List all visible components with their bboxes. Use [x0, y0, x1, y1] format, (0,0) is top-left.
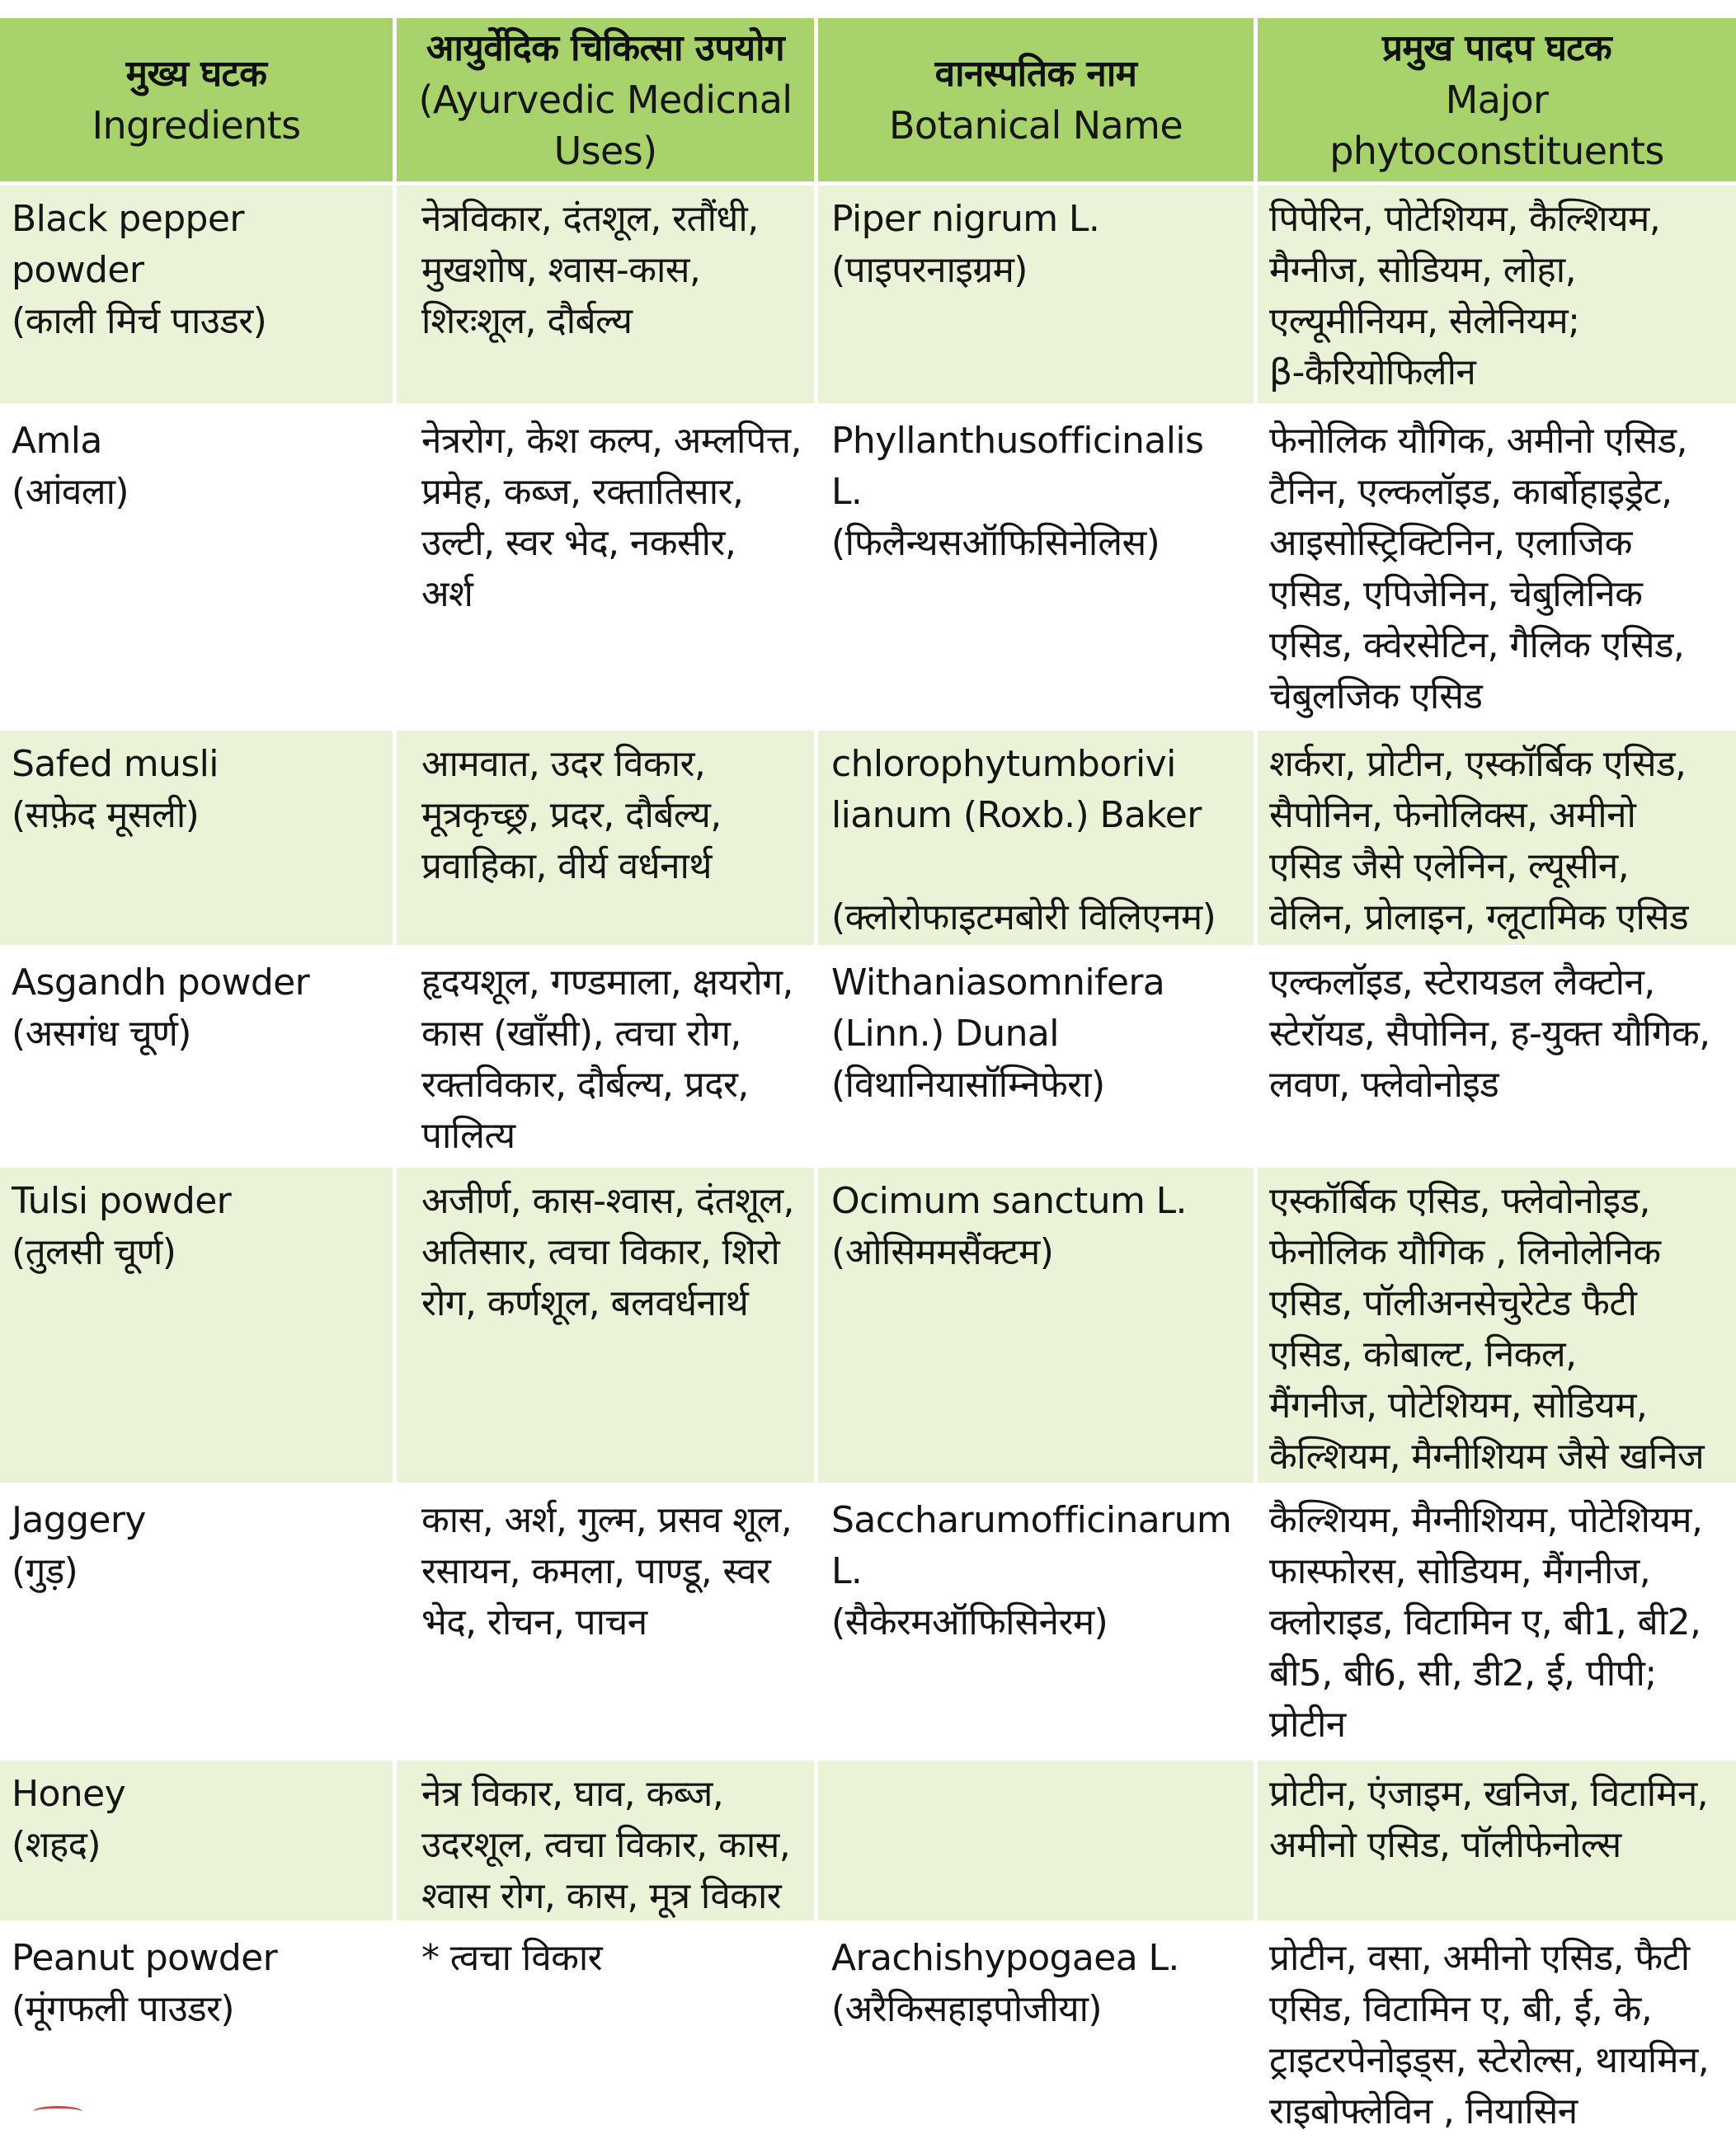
- botanical-name-line: Piper nigrum L.: [831, 198, 1100, 240]
- botanical-name-line: chlorophytumborivi: [831, 743, 1176, 785]
- uses-line: आमवात, उदर विकार,: [421, 743, 706, 785]
- phytoconstituents-line: एसिड, एपिजेनिन, चेबुलिनिक: [1269, 573, 1643, 615]
- header-phyto-english: Major: [1445, 78, 1549, 122]
- phytoconstituents-line: स्टेरॉयड, सैपोनिन, ह-युक्त यौगिक,: [1269, 1013, 1710, 1055]
- ingredients-table: [0, 18, 1736, 2132]
- ingredient-line: (सफ़ेद मूसली): [12, 794, 200, 836]
- phytoconstituents-line: फेनोलिक यौगिक, अमीनो एसिड,: [1269, 420, 1687, 462]
- uses-line: शिरःशूल, दौर्बल्य: [421, 300, 633, 342]
- ingredient-line: Peanut powder: [12, 1937, 278, 1979]
- botanical-name-line: (क्लोरोफाइटमबोरी विलिएनम): [831, 896, 1216, 938]
- uses-line: श्वास रोग, कास, मूत्र विकार: [421, 1875, 782, 1917]
- header-ayurvedic-uses: [397, 18, 814, 181]
- phytoconstituents-line: पिपेरिन, पोटेशियम, कैल्शियम,: [1269, 198, 1661, 240]
- ingredient-line: Honey: [12, 1773, 126, 1815]
- ingredient-line: (मूंगफली पाउडर): [12, 1988, 234, 2030]
- botanical-name-line: (विथानियासॉम्निफेरा): [831, 1064, 1105, 1106]
- phytoconstituents-line: प्रोटीन, एंजाइम, खनिज, विटामिन,: [1269, 1773, 1709, 1815]
- uses-line: रसायन, कमला, पाण्डू, स्वर: [421, 1550, 771, 1592]
- uses-cell: [397, 186, 814, 403]
- phytoconstituents-cell: [1258, 407, 1736, 726]
- botanical-name-line: (सैकेरमऑफिसिनेरम): [831, 1601, 1108, 1643]
- ingredient-line: (शहद): [12, 1824, 101, 1866]
- header-phytoconstituents: [1258, 18, 1736, 181]
- botanical-name-cell: [818, 1925, 1254, 2139]
- botanical-name-line: Saccharumofficinarum: [831, 1499, 1232, 1541]
- botanical-name-line: Arachishypogaea L.: [831, 1937, 1179, 1979]
- phytoconstituents-line: कैल्शियम, मैग्नीशियम, पोटेशियम,: [1269, 1499, 1703, 1541]
- phytoconstituents-cell: [1258, 1487, 1736, 1756]
- ingredient-line: Amla: [12, 420, 102, 462]
- botanical-name-line: (फिलैन्थसऑफिसिनेलिस): [831, 522, 1160, 564]
- ingredient-line: powder: [12, 249, 144, 291]
- uses-line: उदरशूल, त्वचा विकार, कास,: [421, 1824, 791, 1866]
- phytoconstituents-line: राइबोफ्लेविन , नियासिन: [1269, 2090, 1578, 2132]
- phytoconstituents-line: मैग्नीज, सोडियम, लोहा,: [1269, 249, 1576, 291]
- phytoconstituents-line: टैनिन, एल्कलॉइड, कार्बोहाइड्रेट,: [1269, 471, 1672, 513]
- botanical-name-line: (अरैकिसहाइपोजीया): [831, 1988, 1102, 2030]
- header-phyto-english-2: phytoconstituents: [1329, 129, 1664, 173]
- uses-line: कास, अर्श, गुल्म, प्रसव शूल,: [421, 1499, 793, 1541]
- botanical-name-cell: [818, 407, 1254, 726]
- phytoconstituents-line: एसिड, विटामिन ए, बी, ई, के,: [1269, 1988, 1653, 2030]
- header-uses-english-2: Uses): [553, 129, 657, 173]
- uses-cell: [397, 407, 814, 726]
- phytoconstituents-cell: [1258, 1925, 1736, 2139]
- botanical-name-cell: [818, 731, 1254, 945]
- ingredient-line: Black pepper: [12, 198, 244, 240]
- phytoconstituents-line: कैल्शियम, मैग्नीशियम जैसे खनिज: [1269, 1436, 1705, 1478]
- botanical-name-cell: [818, 186, 1254, 403]
- header-ingredients-english: Ingredients: [92, 103, 301, 148]
- ingredient-cell: [0, 1168, 393, 1483]
- logo-fragment: [33, 2106, 82, 2118]
- uses-line: रोग, कर्णशूल, बलवर्धनार्थ: [421, 1282, 749, 1324]
- phytoconstituents-line: अमीनो एसिड, पॉलीफेनोल्स: [1269, 1824, 1621, 1866]
- uses-cell: [397, 1168, 814, 1483]
- header-ingredients-hindi: मुख्य घटक: [125, 53, 267, 95]
- header-botanical-name: [818, 18, 1254, 181]
- ingredient-line: (आंवला): [12, 471, 129, 513]
- botanical-name-line: Ocimum sanctum L.: [831, 1180, 1187, 1222]
- uses-line: नेत्ररोग, केश कल्प, अम्लपित्त,: [421, 420, 802, 462]
- phytoconstituents-line: प्रोटीन: [1269, 1704, 1346, 1746]
- ingredient-line: Jaggery: [12, 1499, 146, 1541]
- ingredient-cell: [0, 407, 393, 726]
- phytoconstituents-line: फेनोलिक यौगिक , लिनोलेनिक: [1269, 1231, 1661, 1273]
- uses-line: पालित्य: [421, 1115, 515, 1157]
- phytoconstituents-line: प्रोटीन, वसा, अमीनो एसिड, फैटी: [1269, 1937, 1690, 1979]
- uses-line: भेद, रोचन, पाचन: [421, 1601, 647, 1643]
- uses-cell: [397, 1487, 814, 1756]
- ingredient-line: (तुलसी चूर्ण): [12, 1231, 176, 1273]
- phytoconstituents-line: सैपोनिन, फेनोलिक्स, अमीनो: [1269, 794, 1636, 836]
- header-phyto-hindi: प्रमुख पादप घटक: [1381, 27, 1612, 69]
- ingredient-cell: [0, 1761, 393, 1920]
- ingredient-line: (गुड़): [12, 1550, 78, 1592]
- phytoconstituents-cell: [1258, 949, 1736, 1164]
- phytoconstituents-line: एसिड जैसे एलेनिन, ल्यूसीन,: [1269, 845, 1630, 887]
- uses-line: नेत्र विकार, घाव, कब्ज,: [421, 1773, 724, 1815]
- botanical-name-line: Phyllanthusofficinalis: [831, 420, 1204, 462]
- phytoconstituents-line: एल्यूमीनियम, सेलेनियम;: [1269, 300, 1580, 342]
- ingredient-cell: [0, 186, 393, 403]
- botanical-name-line: lianum (Roxb.) Baker: [831, 794, 1202, 836]
- ingredient-line: Asgandh powder: [12, 961, 310, 1004]
- phytoconstituents-line: एल्कलॉइड, स्टेरायडल लैक्टोन,: [1269, 961, 1655, 1004]
- phytoconstituents-line: β-कैरियोफिलीन: [1269, 351, 1476, 393]
- uses-cell: [397, 1761, 814, 1920]
- botanical-name-line: L.: [831, 1550, 863, 1592]
- ingredient-cell: [0, 949, 393, 1164]
- botanical-name-cell: [818, 949, 1254, 1164]
- ingredient-line: Tulsi powder: [12, 1180, 232, 1222]
- phytoconstituents-cell: [1258, 731, 1736, 945]
- botanical-name-line: (Linn.) Dunal: [831, 1013, 1059, 1055]
- uses-line: मूत्रकृच्छ्र, प्रदर, दौर्बल्य,: [421, 794, 722, 836]
- phytoconstituents-line: एसिड, पॉलीअनसेचुरेटेड फैटी: [1269, 1282, 1637, 1324]
- uses-line: अतिसार, त्वचा विकार, शिरो: [421, 1231, 780, 1273]
- phytoconstituents-line: शर्करा, प्रोटीन, एस्कॉर्बिक एसिड,: [1269, 743, 1687, 785]
- botanical-name-line: (पाइपरनाइग्रम): [831, 249, 1028, 291]
- phytoconstituents-line: वेलिन, प्रोलाइन, ग्लूटामिक एसिड: [1269, 896, 1689, 938]
- phytoconstituents-cell: [1258, 1168, 1736, 1483]
- uses-cell: [397, 731, 814, 945]
- header-uses-hindi: आयुर्वेदिक चिकित्सा उपयोग: [426, 27, 785, 69]
- botanical-name-cell: [818, 1487, 1254, 1756]
- uses-line: उल्टी, स्वर भेद, नकसीर,: [421, 522, 736, 564]
- ingredient-cell: [0, 731, 393, 945]
- uses-line: अर्श: [421, 573, 473, 615]
- phytoconstituents-line: क्लोराइड, विटामिन ए, बी1, बी2,: [1269, 1601, 1701, 1643]
- phytoconstituents-line: फास्फोरस, सोडियम, मैंगनीज,: [1269, 1550, 1651, 1592]
- botanical-name-cell: [818, 1761, 1254, 1920]
- botanical-name-line: [831, 841, 1242, 892]
- phytoconstituents-line: ट्राइटरपेनोइड्स, स्टेरोल्स, थायमिन,: [1269, 2039, 1710, 2081]
- phytoconstituents-line: एसिड, क्वेरसेटिन, गैलिक एसिड,: [1269, 624, 1685, 666]
- botanical-name-line: L.: [831, 471, 863, 513]
- uses-line: प्रवाहिका, वीर्य वर्धनार्थ: [421, 845, 712, 887]
- ingredient-line: (असगंध चूर्ण): [12, 1013, 191, 1055]
- uses-line: रक्तविकार, दौर्बल्य, प्रदर,: [421, 1064, 749, 1106]
- phytoconstituents-line: मैंगनीज, पोटेशियम, सोडियम,: [1269, 1384, 1648, 1427]
- botanical-name-cell: [818, 1168, 1254, 1483]
- uses-line: कास (खाँसी), त्वचा रोग,: [421, 1013, 741, 1055]
- phytoconstituents-cell: [1258, 1761, 1736, 1920]
- uses-line: हृदयशूल, गण्डमाला, क्षयरोग,: [421, 961, 793, 1004]
- botanical-name-line: Withaniasomnifera: [831, 961, 1165, 1004]
- botanical-name-line: (ओसिममसैंक्टम): [831, 1231, 1054, 1273]
- phytoconstituents-line: चेबुलजिक एसिड: [1269, 675, 1483, 717]
- phytoconstituents-line: एसिड, कोबाल्ट, निकल,: [1269, 1333, 1577, 1375]
- phytoconstituents-line: लवण, फ्लेवोनोइड: [1269, 1064, 1499, 1106]
- ingredient-line: (काली मिर्च पाउडर): [12, 300, 267, 342]
- header-uses-english: (Ayurvedic Medicnal: [418, 78, 793, 122]
- phytoconstituents-line: एस्कॉर्बिक एसिड, फ्लेवोनोइड,: [1269, 1180, 1650, 1222]
- phytoconstituents-line: बी5, बी6, सी, डी2, ई, पीपी;: [1269, 1652, 1657, 1695]
- uses-cell: [397, 1925, 814, 2139]
- uses-cell: [397, 949, 814, 1164]
- uses-line: * त्वचा विकार: [421, 1937, 603, 1979]
- ingredient-line: Safed musli: [12, 743, 219, 785]
- uses-line: नेत्रविकार, दंतशूल, रतौंधी,: [421, 198, 759, 240]
- phytoconstituents-cell: [1258, 186, 1736, 403]
- uses-line: अजीर्ण, कास-श्वास, दंतशूल,: [421, 1180, 794, 1222]
- header-botanical-english: Botanical Name: [888, 103, 1183, 148]
- header-ingredients: [0, 18, 393, 181]
- header-botanical-hindi: वानस्पतिक नाम: [934, 53, 1137, 95]
- phytoconstituents-line: आइसोस्ट्रिक्टिनिन, एलाजिक: [1269, 522, 1632, 564]
- uses-line: प्रमेह, कब्ज, रक्तातिसार,: [421, 471, 744, 513]
- ingredient-cell: [0, 1487, 393, 1756]
- uses-line: मुखशोष, श्वास-कास,: [421, 249, 701, 291]
